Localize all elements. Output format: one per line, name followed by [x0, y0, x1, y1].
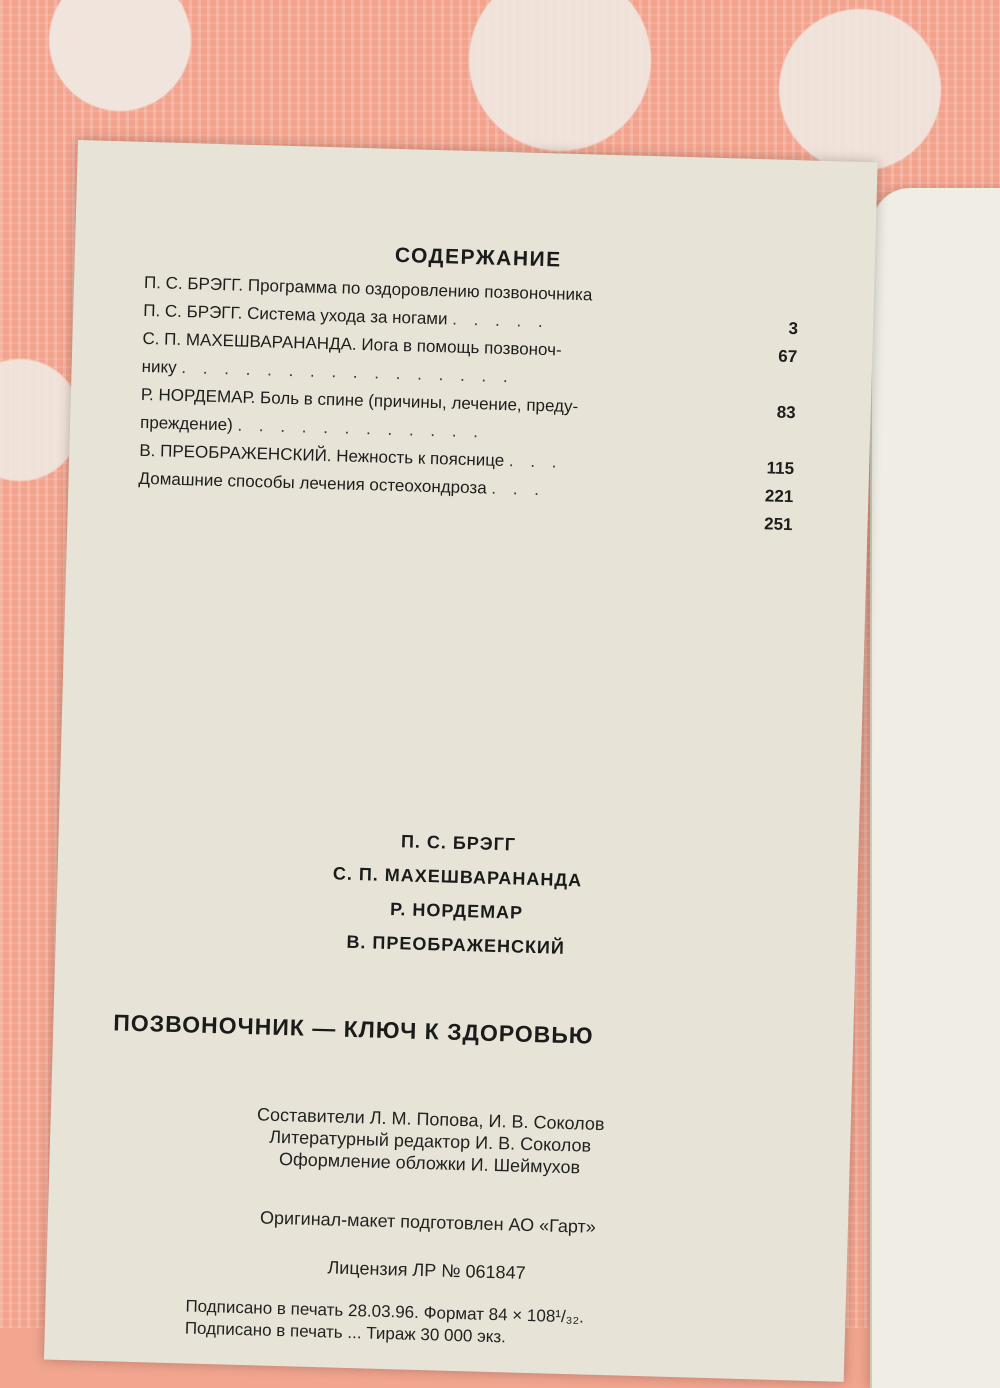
- author-name: В. ПРЕОБРАЖЕНСКИЙ: [346, 931, 566, 958]
- facing-page-edge: [870, 188, 1000, 1388]
- toc-entry-text: П. С. БРЭГГ. Программа по оздоровлению позвоночника: [143, 272, 593, 305]
- toc-entry-text: нику . . . . . . . . . . . . . . . .: [141, 356, 514, 387]
- toc-entry-page: 67: [778, 346, 798, 367]
- toc-entry-page: 83: [776, 402, 796, 423]
- credits-block: [179, 1101, 681, 1181]
- table-of-contents: [137, 272, 799, 542]
- license-number: Лицензия ЛР № 061847: [327, 1257, 526, 1283]
- toc-leader-dots: . . . . . . . . . . . .: [237, 415, 485, 442]
- credit-line: Оформление обложки И. Шеймухов: [278, 1149, 581, 1178]
- authors-list: [225, 819, 689, 968]
- imprint-line: Подписано в печать 28.03.96. Формат 84 × 108¹/₃₂.: [185, 1296, 585, 1327]
- book-page: [44, 140, 878, 1382]
- toc-entry-text: Домашние способы лечения остеохондроза . . .: [138, 468, 546, 500]
- book-title: ПОЗВОНОЧНИК — КЛЮЧ К ЗДОРОВЬЮ: [113, 1009, 594, 1049]
- toc-entry-text: преждение) . . . . . . . . . . . .: [139, 412, 485, 442]
- toc-entry-page: 3: [788, 318, 799, 339]
- toc-entry-text: П. С. БРЭГГ. Система ухода за ногами . . . . .: [143, 300, 549, 332]
- toc-entry-text: Р. НОРДЕМАР. Боль в спине (причины, лечение, преду-: [140, 384, 579, 417]
- toc-entry-page: [755, 451, 795, 452]
- credit-line: Составители Л. М. Попова, И. В. Соколов: [256, 1104, 605, 1135]
- author-name: С. П. МАХЕШВАРАНАНДА: [332, 863, 583, 891]
- toc-entry-page: 115: [766, 458, 795, 479]
- contents-heading: СОДЕРЖАНИЕ: [394, 243, 562, 272]
- toc-entry-page: [756, 395, 796, 396]
- toc-entry-text: [137, 518, 752, 535]
- layout-credit: Оригинал-макет подготовлен АО «Гарт»: [259, 1207, 597, 1237]
- toc-leader-dots: . . .: [491, 478, 546, 500]
- imprint-line: Подписано в печать ... Тираж 30 000 экз.: [184, 1318, 507, 1347]
- credit-line: Литературный редактор И. В. Соколов: [268, 1126, 592, 1156]
- author-name: П. С. БРЭГГ: [400, 831, 517, 855]
- toc-entry-page: [758, 311, 798, 312]
- toc-leader-dots: . . . . . . . . . . . . . . . .: [181, 357, 514, 387]
- toc-leader-dots: . . . . .: [451, 309, 549, 332]
- toc-leader-dots: . . .: [508, 451, 563, 472]
- author-name: Р. НОРДЕМАР: [389, 899, 524, 923]
- toc-entry-text: В. ПРЕОБРАЖЕНСКИЙ. Нежность к пояснице . . .: [139, 440, 563, 472]
- toc-entry-page: 251: [763, 514, 793, 535]
- toc-entry-text: С. П. МАХЕШВАРАНАНДА. Иога в помощь позвоноч-: [142, 328, 562, 360]
- imprint-block: [185, 1295, 746, 1355]
- toc-entry-page: 221: [764, 486, 794, 507]
